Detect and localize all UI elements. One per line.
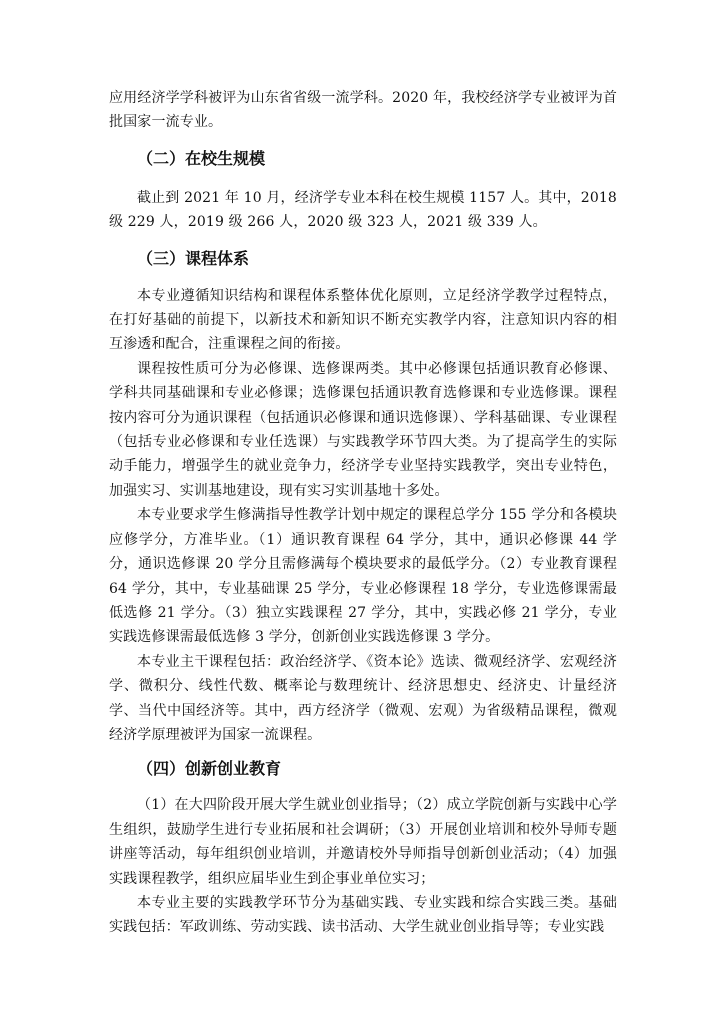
section-heading-innovation: （四）创新创业教育 (137, 759, 282, 779)
curriculum-principle-paragraph: 本专业遵循知识结构和课程体系整体优化原则，立足经济学教学过程特点，在打好基础的前提下，以新技术和新知识不断充实教学内容，注意知识内容的相互渗透和配合，注重课程之间的衔接。 (109, 287, 617, 353)
document-page (109, 86, 617, 940)
enrollment-paragraph: 截止到 2021 年 10 月，经济学专业本科在校生规模 1157 人。其中，2018 级 229 人，2019 级 266 人，2020 级 323 人，2021 级 339 人。 (109, 189, 617, 231)
curriculum-core-courses-paragraph: 本专业主干课程包括：政治经济学、《资本论》选读、微观经济学、宏观经济学、微积分、线性代数、概率论与数理统计、经济思想史、经济史、计量经济学、当代中国经济等。其中，西方经济学（微观、宏观）为省级精品课程，微观经济学原理被评为国家一流课程。 (109, 653, 617, 743)
practice-teaching-paragraph: 本专业主要的实践教学环节分为基础实践、专业实践和综合实践三类。基础实践包括：军政训练、劳动实践、读书活动、大学生就业创业指导等；专业实践 (109, 894, 617, 936)
curriculum-classification-paragraph: 课程按性质可分为必修课、选修课两类。其中必修课包括通识教育必修课、学科共同基础课和专业必修课；选修课包括通识教育选修课和专业选修课。课程按内容可分为通识课程（包括通识必修课和通识选修课）、学科基础课、专业课程（包括专业必修课和专业任选课）与实践教学环节四大类。为了提高学生的实际动手能力，增强学生的就业竞争力，经济学专业坚持实践教学，突出专业特色，加强实习、实训基地建设，现有实习实训基地十多处。 (109, 360, 617, 499)
innovation-measures-paragraph: （1）在大四阶段开展大学生就业创业指导；（2）成立学院创新与实践中心学生组织，鼓励学生进行专业拓展和社会调研；（3）开展创业培训和校外导师专题讲座等活动，每年组织创业培训，并邀请校外导师指导创新创业活动；（4）加强实践课程教学，组织应届毕业生到企事业单位实习； (109, 797, 617, 887)
intro-continuation-paragraph: 应用经济学学科被评为山东省省级一流学科。2020 年，我校经济学专业被评为首批国家一流专业。 (109, 90, 617, 131)
section-heading-curriculum: （三）课程体系 (137, 248, 250, 268)
section-heading-enrollment: （二）在校生规模 (137, 148, 266, 168)
curriculum-credits-paragraph: 本专业要求学生修满指导性教学计划中规定的课程总学分 155 学分和各模块应修学分，方准毕业。（1）通识教育课程 64 学分，其中，通识必修课 44 学分，通识选修课 20 学分且需修满每个模块要求的最低学分。（2）专业教育课程 64 学分，其中，专业基础课 25 学分，专业必修课程 18 学分，专业选修课需最低选修 21 学分。（3）独立实践课程 27 学分，其中，实践必修 21 学分，专业实践选修课需最低选修 3 学分，创新创业实践选修课 3 学分。 (109, 507, 617, 646)
